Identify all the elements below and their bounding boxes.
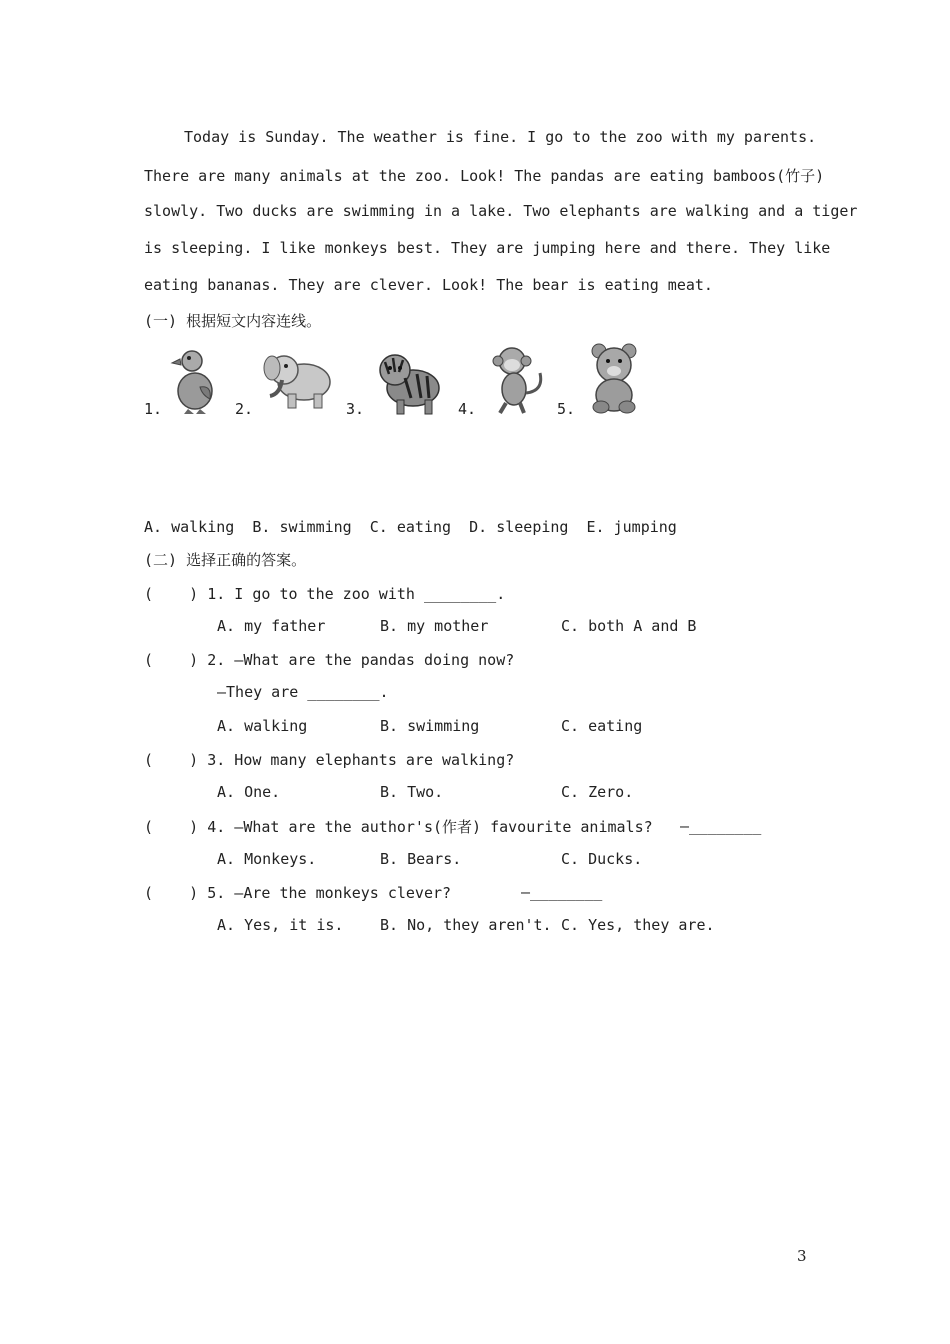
- page-number: 3: [797, 1247, 807, 1265]
- question-2: ( ) 2. —What are the pandas doing now?: [144, 651, 515, 669]
- question-3: ( ) 3. How many elephants are walking?: [144, 751, 515, 769]
- option-c: C. eating: [561, 717, 643, 735]
- option-c: C. Yes, they are.: [561, 916, 715, 934]
- item-number: 2.: [235, 400, 254, 418]
- part1-title: (一) 根据短文内容连线。: [144, 312, 322, 330]
- question-5: ( ) 5. —Are the monkeys clever?: [144, 884, 452, 902]
- part1-choices: A. walking B. swimming C. eating D. sleeping E. jumping: [144, 518, 677, 536]
- passage-line: eating bananas. They are clever. Look! The bear is eating meat.: [144, 276, 713, 294]
- option-b: B. Bears.: [380, 850, 462, 868]
- question-4-answer-blank: —________: [680, 817, 762, 835]
- option-c: C. Zero.: [561, 783, 634, 801]
- elephant-icon: [262, 346, 336, 412]
- passage-line: slowly. Two ducks are swimming in a lake. Two elephants are walking and a tiger: [144, 202, 858, 220]
- option-a: A. Monkeys.: [217, 850, 317, 868]
- item-number: 4.: [458, 400, 477, 418]
- option-a: A. One.: [217, 783, 281, 801]
- option-a: A. my father: [217, 617, 326, 635]
- passage-line: Today is Sunday. The weather is fine. I go to the zoo with my parents.: [184, 128, 817, 146]
- option-b: B. my mother: [380, 617, 489, 635]
- option-b: B. Two.: [380, 783, 444, 801]
- question-2-answer-line: —They are ________.: [217, 683, 389, 701]
- duck-icon: [170, 343, 220, 415]
- option-a: A. walking: [217, 717, 308, 735]
- question-4: ( ) 4. —What are the author's(作者) favourite animals?: [144, 818, 653, 836]
- option-a: A. Yes, it is.: [217, 916, 344, 934]
- question-5-answer-blank: —________: [521, 883, 603, 901]
- option-c: C. both A and B: [561, 617, 697, 635]
- question-1: ( ) 1. I go to the zoo with ________.: [144, 585, 506, 603]
- item-number: 1.: [144, 400, 163, 418]
- option-b: B. swimming: [380, 717, 480, 735]
- item-number: 5.: [557, 400, 576, 418]
- option-c: C. Ducks.: [561, 850, 643, 868]
- bear-icon: [585, 341, 647, 415]
- passage-line: There are many animals at the zoo. Look! The pandas are eating bamboos(竹子): [144, 167, 825, 185]
- monkey-icon: [486, 343, 548, 415]
- passage-line: is sleeping. I like monkeys best. They are jumping here and there. They like: [144, 239, 831, 257]
- part2-title: (二) 选择正确的答案。: [144, 551, 307, 569]
- item-number: 3.: [346, 400, 365, 418]
- tiger-icon: [371, 348, 447, 416]
- option-b: B. No, they aren't.: [380, 916, 552, 934]
